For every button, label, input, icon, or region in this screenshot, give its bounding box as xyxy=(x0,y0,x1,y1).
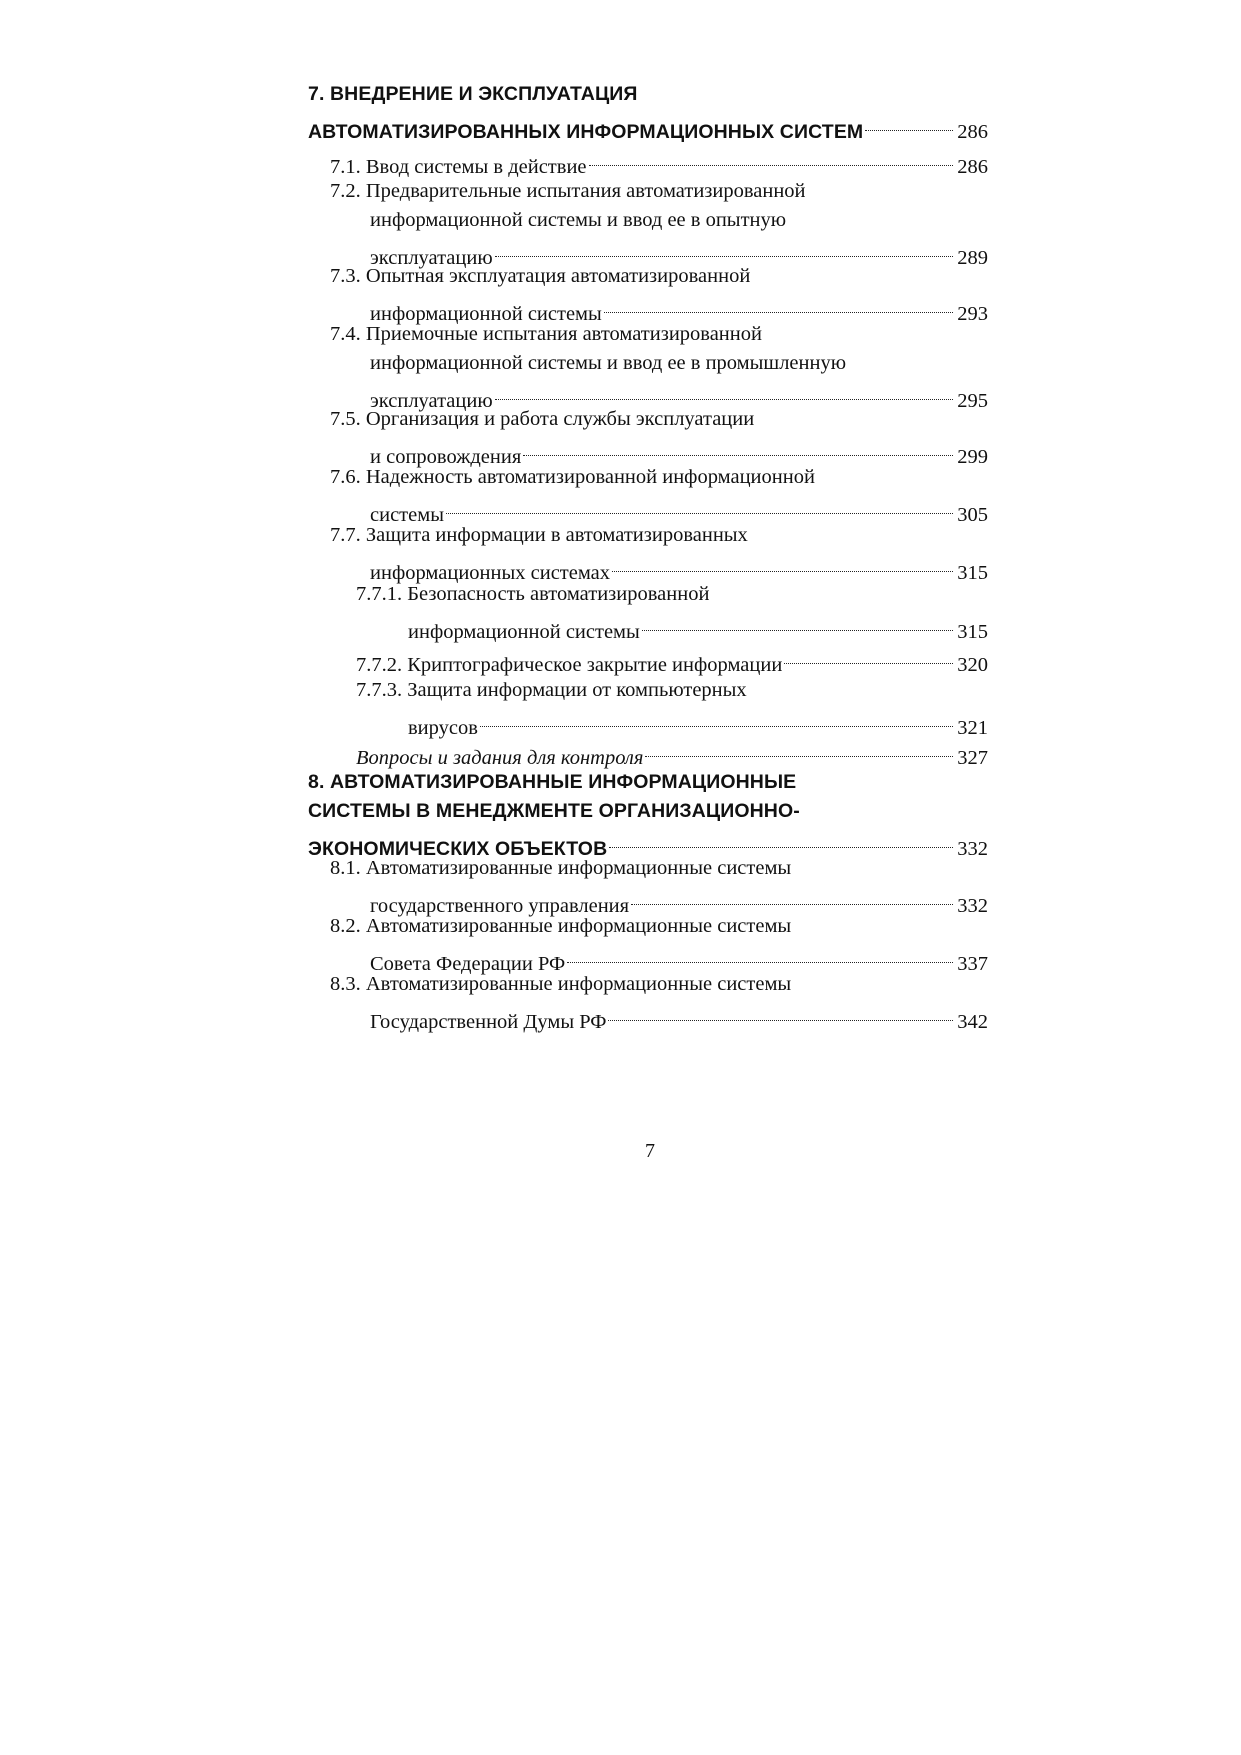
page-ref: 286 xyxy=(957,156,988,178)
section-title-line: 8.3. Автоматизированные информационные системы xyxy=(330,973,792,995)
toc-section-7-7 xyxy=(330,521,988,584)
section-title-line: 7.2. Предварительные испытания автоматизированной xyxy=(330,180,806,202)
toc-section-7-4 xyxy=(330,320,988,412)
section-title-line: Совета Федерации РФ xyxy=(370,953,566,975)
chapter-title-line: 7. ВНЕДРЕНИЕ И ЭКСПЛУАТАЦИЯ xyxy=(308,83,638,105)
section-title-line: государственного управления xyxy=(370,895,630,917)
section-title-line: информационной системы и ввод ее в опытную xyxy=(370,209,787,231)
dot-leader xyxy=(523,434,953,463)
toc-section-7-6 xyxy=(330,463,988,526)
page-ref: 337 xyxy=(957,953,988,975)
chapter-title-line: ЭКОНОМИЧЕСКИХ ОБЪЕКТОВ xyxy=(308,838,608,860)
section-title-line: вирусов xyxy=(408,717,478,739)
toc-section-7-5 xyxy=(330,405,988,468)
page-ref: 305 xyxy=(957,504,988,526)
chapter-title-line: АВТОМАТИЗИРОВАННЫХ ИНФОРМАЦИОННЫХ СИСТЕМ xyxy=(308,121,864,143)
page-ref: 295 xyxy=(957,390,988,412)
dot-leader xyxy=(645,735,953,764)
page-ref: 289 xyxy=(957,247,988,269)
section-title-line: 7.1. Ввод системы в действие xyxy=(330,156,587,178)
section-title-line: 8.2. Автоматизированные информационные системы xyxy=(330,915,792,937)
dot-leader xyxy=(631,883,953,912)
section-title-line: Вопросы и задания для контроля xyxy=(356,747,644,769)
section-title-line: информационной системы xyxy=(370,303,602,325)
toc-subsection-7-7-1 xyxy=(356,580,988,643)
section-title-line: эксплуатацию xyxy=(370,247,493,269)
toc-section-8-3 xyxy=(330,970,988,1033)
page-ref: 320 xyxy=(957,654,988,676)
section-title-line: 7.7.1. Безопасность автоматизированной xyxy=(356,583,710,605)
section-title-line: информационной системы xyxy=(408,621,640,643)
chapter-title-line: 8. АВТОМАТИЗИРОВАННЫЕ ИНФОРМАЦИОННЫЕ xyxy=(308,771,797,793)
section-title-line: 7.7.3. Защита информации от компьютерных xyxy=(356,679,747,701)
section-title-line: 7.6. Надежность автоматизированной информационной xyxy=(330,466,815,488)
toc-chapter-7 xyxy=(308,80,988,143)
dot-leader xyxy=(446,492,953,521)
page-ref: 286 xyxy=(957,121,988,143)
page-ref: 299 xyxy=(957,446,988,468)
page-ref: 327 xyxy=(957,747,988,769)
toc-section-8-1 xyxy=(330,854,988,917)
dot-leader xyxy=(608,999,953,1028)
page-number: 7 xyxy=(645,1140,655,1162)
dot-leader xyxy=(642,609,953,638)
toc-section-8-2 xyxy=(330,912,988,975)
dot-leader xyxy=(567,941,953,970)
chapter-title-line: СИСТЕМЫ В МЕНЕДЖМЕНТЕ ОРГАНИЗАЦИОННО- xyxy=(308,800,800,822)
page-ref: 321 xyxy=(957,717,988,739)
section-title-line: и сопровождения xyxy=(370,446,522,468)
section-title-line: 8.1. Автоматизированные информационные системы xyxy=(330,857,792,879)
dot-leader xyxy=(612,550,953,579)
section-title-line: 7.3. Опытная эксплуатация автоматизированной xyxy=(330,265,751,287)
dot-leader xyxy=(495,378,954,407)
section-title-line: эксплуатацию xyxy=(370,390,493,412)
toc-subsection-7-7-2 xyxy=(356,642,988,676)
dot-leader xyxy=(784,642,953,671)
page-ref: 293 xyxy=(957,303,988,325)
dot-leader xyxy=(609,826,953,855)
page-ref: 315 xyxy=(957,562,988,584)
section-title-line: 7.7.2. Криптографическое закрытие информации xyxy=(356,654,783,676)
toc-section-7-1 xyxy=(330,144,988,178)
toc-chapter-8 xyxy=(308,768,988,860)
dot-leader xyxy=(480,705,953,734)
section-title-line: информационных системах xyxy=(370,562,611,584)
page-ref: 332 xyxy=(957,838,988,860)
section-title-line: 7.7. Защита информации в автоматизированных xyxy=(330,524,748,546)
toc-questions-7 xyxy=(356,735,988,769)
page-ref: 332 xyxy=(957,895,988,917)
toc-subsection-7-7-3 xyxy=(356,676,988,739)
dot-leader xyxy=(865,109,953,138)
dot-leader xyxy=(589,144,954,173)
section-title-line: 7.4. Приемочные испытания автоматизированной xyxy=(330,323,762,345)
section-title-line: Государственной Думы РФ xyxy=(370,1011,607,1033)
section-title-line: информационной системы и ввод ее в промышленную xyxy=(370,352,847,374)
dot-leader xyxy=(495,235,954,264)
section-title-line: 7.5. Организация и работа службы эксплуатации xyxy=(330,408,755,430)
page-ref: 315 xyxy=(957,621,988,643)
dot-leader xyxy=(604,291,953,320)
page-ref: 342 xyxy=(957,1011,988,1033)
toc-section-7-3 xyxy=(330,262,988,325)
toc-section-7-2 xyxy=(330,177,988,269)
section-title-line: системы xyxy=(370,504,444,526)
